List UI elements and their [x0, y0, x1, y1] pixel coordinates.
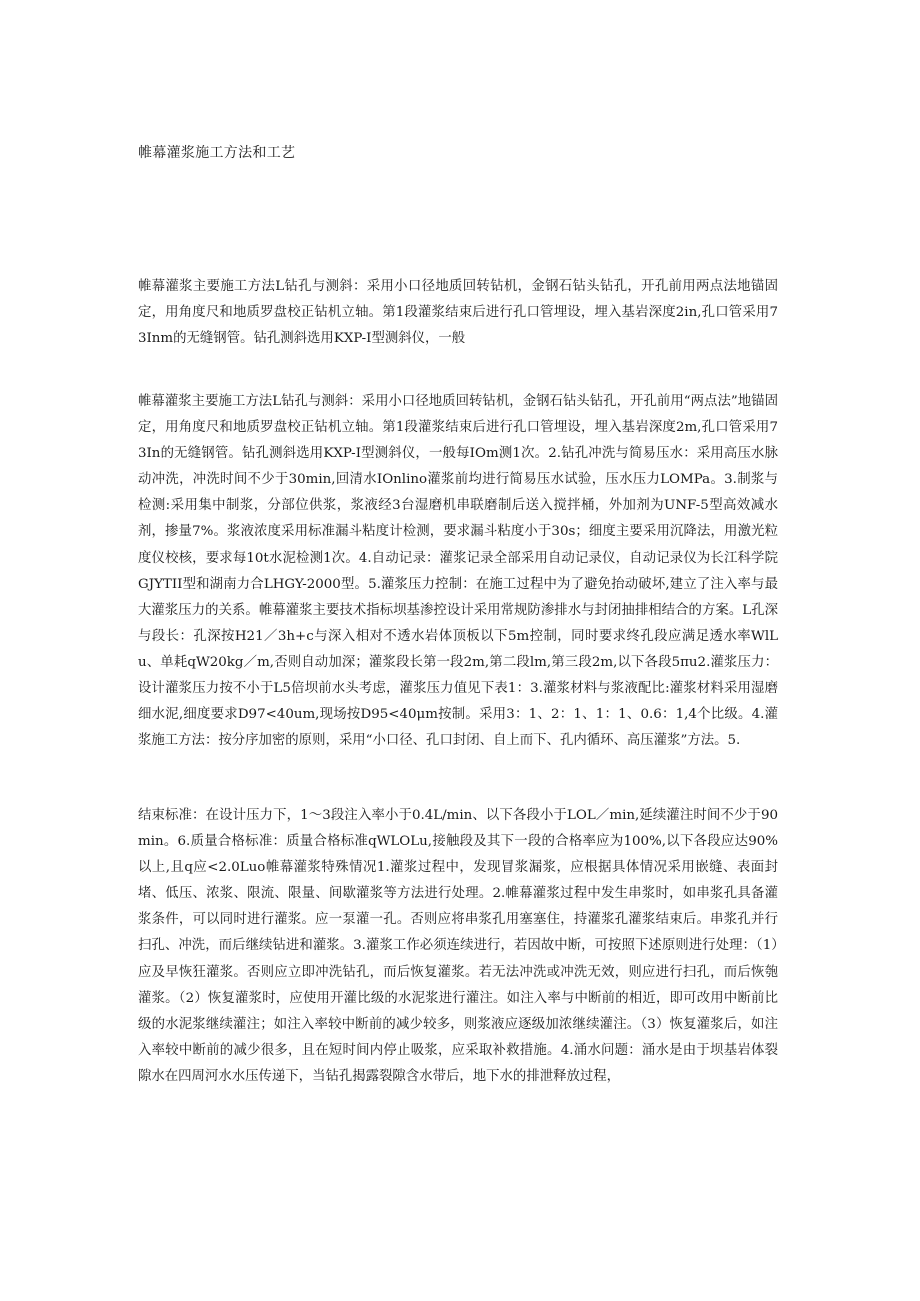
- document-title: 帷幕灌浆施工方法和工艺: [138, 145, 296, 161]
- paragraph-summary: 帷幕灌浆主要施工方法L钻孔与测斜：采用小口径地质回转钻机，金钢石钻头钻孔，开孔前用两点法地锚固定，用角度尺和地质罗盘校正钻机立轴。第1段灌浆结束后进行孔口管埋设，埋入基岩深度2in,孔口管采用73Inm的无缝钢管。钻孔测斜选用KXP-I型测斜仪，一般: [138, 279, 778, 347]
- paragraph-construction-methods: 帷幕灌浆主要施工方法L钻孔与测斜：采用小口径地质回转钻机，金钢石钻头钻孔，开孔前用“两点法”地锚固定，用角度尺和地质罗盘校正钻机立轴。第1段灌浆结束后进行孔口管埋设，埋入基岩深度2m,孔口管采用73In的无缝钢管。钻孔测斜选用KXP-I型测斜仪，一般每IOm测1次。2.钻孔冲洗与简易压水：采用高压水脉动冲洗，冲洗时间不少于30min,回清水IOnlino灌浆前均进行简易压水试验，压水压力LOMPa。3.制浆与检测:采用集中制浆，分部位供浆，浆液经3台湿磨机串联磨制后送入搅拌桶，外加剂为UNF-5型高效减水剂，掺量7%。浆液浓度采用标准漏斗粘度计检测，要求漏斗粘度小于30s；细度主要采用沉降法，用激光粒度仪校核，要求每10t水泥检测1次。4.自动记录：灌浆记录全部采用自动记录仪，自动记录仪为长江科学院GJYTII型和湖南力合LHGY-2000型。5.灌浆压力控制：在施工过程中为了避免抬动破坏,建立了注入率与最大灌浆压力的关系。帷幕灌浆主要技术指标坝基渗控设计采用常规防渗排水与封闭抽排相结合的方案。L孔深与段长：孔深按H21／3h+c与深入相对不透水岩体顶板以下5m控制，同时要求终孔段应满足透水率WlLu、单耗qW20kg／m,否则自动加深；灌浆段长第一段2m,第二段lm,第三段2m,以下各段5πu2.灌浆压力：设计灌浆压力按不小于L5倍坝前水头考虑，灌浆压力值见下表1：3.灌浆材料与浆液配比:灌浆材料采用湿磨细水泥,细度要求D97<40um,现场按D95<40μm按制。采用3：1、2：1、1：1、0.6：1,4个比级。4.灌浆施工方法：按分序加密的原则，采用“小口径、孔口封闭、自上而下、孔内循环、高压灌浆”方法。5.: [138, 394, 778, 749]
- paragraph-completion-criteria: 结束标准：在设计压力下，1～3段注入率小于0.4L/min、以下各段小于LOL／min,延续灌注时间不少于90min。6.质量合格标准：质量合格标准qWLOLu,接触段及其下一段的合格率应为100%,以下各段应达90%以上,且q应<2.0Luo帷幕灌浆特殊情况1.灌浆过程中，发现冒浆漏浆，应根据具体情况采用嵌缝、表面封堵、低压、浓浆、限流、限量、间歇灌浆等方法进行处理。2.帷幕灌浆过程中发生串浆时，如串浆孔具备灌浆条件，可以同时进行灌浆。应一泵灌一孔。否则应将串浆孔用塞塞住，持灌浆孔灌浆结束后。串浆孔并行扫孔、冲洗，而后继续钻进和灌浆。3.灌浆工作必须连续进行，若因故中断，可按照下述原则进行处理：（1）应及早恢狂灌浆。否则应立即冲洗钻孔，而后恢复灌浆。若无法冲洗或冲洗无效，则应进行扫孔，而后恢匏灌浆。（2）恢复灌浆时，应使用开灌比级的水泥浆进行灌注。如注入率与中断前的相近，即可改用中断前比级的水泥浆继续灌注；如注入率较中断前的减少较多，则浆液应逐级加浓继续灌注。（3）恢复灌浆后，如注入率较中断前的减少很多，且在短时间内停止吸浆，应采取补救措施。4.涌水问题：涌水是由于坝基岩体裂隙水在四周河水水压传递下，当钻孔揭露裂隙含水带后，地下水的排泄释放过程，: [138, 808, 778, 1084]
